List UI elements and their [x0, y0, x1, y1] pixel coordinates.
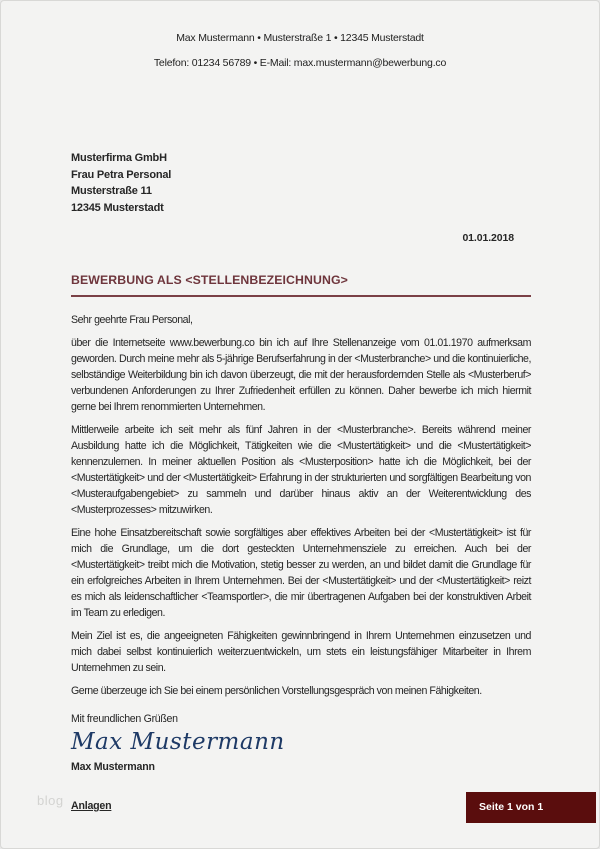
- recipient-address-block: [71, 150, 171, 216]
- paragraph-goal: Mein Ziel ist es, die angeeigneten Fähigkeiten gewinnbringend in Ihrem Unternehmen einzusetzen und mich dabei selbst kontinuierlich weiterzuentwickeln, um stets ein leistungsfähiger Mitarbeiter in Ihrem Unternehmen zu sein.: [71, 630, 531, 674]
- paragraph-interview-invite: Gerne überzeuge ich Sie bei einem persönlichen Vorstellungsgespräch von meinen Fähigkeiten.: [71, 685, 482, 697]
- closing-salute: Mit freundlichen Grüßen: [71, 713, 178, 725]
- handwritten-signature: Max Mustermann: [71, 729, 285, 755]
- recipient-company: Musterfirma GmbH: [71, 152, 167, 164]
- letter-date: 01.01.2018: [462, 232, 514, 244]
- sender-contact-line: Max Mustermann • Musterstraße 1 • 12345 Musterstadt: [176, 32, 424, 44]
- paragraph-motivation: Eine hohe Einsatzbereitschaft sowie sorgfältiges aber effektives Arbeiten bei der <Mustertätigkeit> ist für mich die Grundlage, um die dort gesteckten Unternehmensziele zu erreichen. Auch bei der <Mustertätigkeit> treibt mich die Motivation, stetig besser zu werden, an und bildet damit die Grundlage für ein erfolgreiches Arbeiten in Ihrem Unternehmen. Bei der <Mustertätigkeit> und der <Mustertätigkeit> reizt es mich als leidenschaftlicher <Teamsportler>, die mir übertragenen Aufgaben bei der konstruktiven Arbeit im Team zu erledigen.: [71, 527, 531, 619]
- page-number-badge: Seite 1 von 1: [466, 792, 596, 823]
- recipient-street: Musterstraße 11: [71, 185, 152, 197]
- recipient-contact-person: Frau Petra Personal: [71, 168, 172, 181]
- paragraph-experience: Mittlerweile arbeite ich seit mehr als fünf Jahren in der <Musterbranche>. Bereits während meiner Ausbildung hatte ich die Möglichkeit, Tätigkeiten wie die <Mustertätigkeit> und die <Mustertätigkeit> kennenzulernen. In meiner aktuellen Position als <Musterposition> hatte ich die Möglichkeit, bei der <Mustertätigkeit> und der <Mustertätigkeit> Erfahrung in der strukturierten und sorgfältigen Bearbeitung von <Musteraufgabengebiet> zu sammeln und darüber hinaus aktiv an der Weiterentwicklung des <Musterprozesses> mitzuwirken.: [71, 424, 531, 516]
- letter-header: [1, 32, 599, 69]
- sender-phone-email-line: Telefon: 01234 56789 • E-Mail: max.mustermann@bewerbung.co: [153, 57, 447, 69]
- blog-watermark: blog: [37, 793, 64, 808]
- subject-divider: [71, 295, 531, 297]
- subject-line: BEWERBUNG ALS <STELLENBEZEICHNUNG>: [71, 273, 348, 287]
- recipient-city: 12345 Musterstadt: [71, 201, 164, 214]
- printed-signature-name: Max Mustermann: [71, 761, 155, 773]
- closing-block: [71, 713, 531, 773]
- paragraph-introduction: über die Internetseite www.bewerbung.co bin ich auf Ihre Stellenanzeige vom 01.01.1970 aufmerksam geworden. Durch meine mehr als 5-jährige Berufserfahrung in der <Musterbranche> und die kontinuierliche, selbständige Weiterbildung bin ich davon überzeugt, die mit der herausfordernden Stelle als <Musterberuf> verbundenen Anforderungen zu Ihrer Zufriedenheit erfüllen zu können. Daher bewerbe ich mich hiermit gerne bei Ihrem renommierten Unternehmen.: [71, 337, 531, 413]
- letter-body: [71, 273, 531, 812]
- enclosures-label: Anlagen: [71, 800, 112, 812]
- salutation: Sehr geehrte Frau Personal,: [71, 314, 193, 326]
